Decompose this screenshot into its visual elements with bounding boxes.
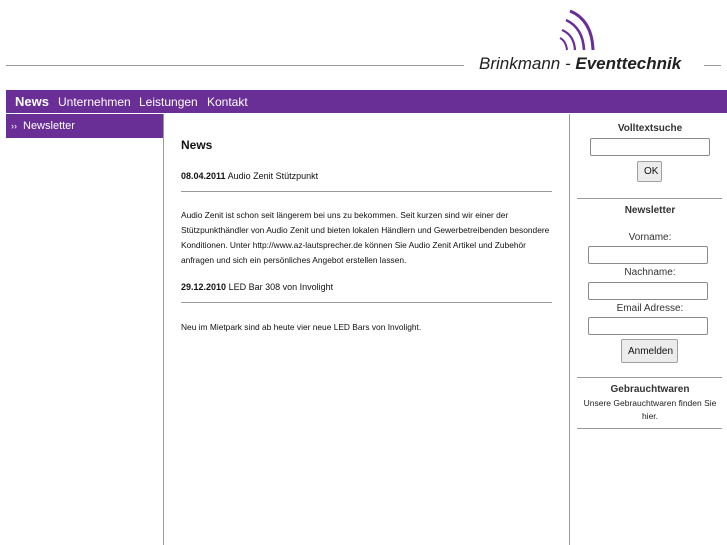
lastname-field[interactable] xyxy=(588,282,708,300)
news-date: 29.12.2010 xyxy=(181,282,227,292)
sidebar-divider xyxy=(577,377,722,378)
subnav-item-newsletter[interactable] xyxy=(11,120,75,132)
news-item-heading[interactable] xyxy=(181,171,318,181)
sidebar-divider xyxy=(577,428,722,429)
main-nav xyxy=(6,90,727,113)
left-column-divider xyxy=(163,114,164,545)
nav-item-leistungen[interactable]: Leistungen xyxy=(139,95,198,109)
news-item-heading[interactable] xyxy=(181,282,333,292)
email-label: Email Adresse: xyxy=(616,303,684,314)
search-input[interactable] xyxy=(590,138,710,156)
used-goods-text[interactable]: Unsere Gebrauchtwaren finden Sie hier. xyxy=(583,398,717,421)
news-body: Audio Zenit ist schon seit längerem bei uns zu bekommen. Seit kurzen sind wir einer der Stützpunkthändler von Audio Zenit und bieten lokalen Händlern und Gewerbetreibenden besondere Konditionen. Unter http://www.az-lautsprecher.de können Sie Audio Zenit Artikel und Zubehör anfragen und sich ein persönliches Angebot erstellen lassen. xyxy=(181,210,550,265)
subnav-item-label: Newsletter xyxy=(23,120,75,132)
news-divider xyxy=(181,302,552,303)
lastname-label: Nachname: xyxy=(624,267,676,278)
nav-item-kontakt[interactable]: Kontakt xyxy=(207,95,248,109)
news-divider xyxy=(181,191,552,192)
news-title: Audio Zenit Stützpunkt xyxy=(227,171,319,181)
sidebar-divider xyxy=(577,198,722,199)
firstname-field[interactable] xyxy=(588,246,708,264)
nav-item-news[interactable]: News xyxy=(15,94,49,109)
firstname-label: Vorname: xyxy=(628,232,672,243)
page-title: News xyxy=(181,138,213,152)
news-title: LED Bar 308 von Involight xyxy=(228,282,334,292)
nav-item-unternehmen[interactable]: Unternehmen xyxy=(58,95,131,109)
logo-bold-text: Eventtechnik xyxy=(575,54,682,73)
news-body: Neu im Mietpark sind ab heute vier neue LED Bars von Involight. xyxy=(181,322,422,332)
search-button[interactable]: OK xyxy=(637,161,662,182)
subscribe-button[interactable]: Anmelden xyxy=(621,339,678,363)
right-column-divider xyxy=(569,114,570,545)
email-field[interactable] xyxy=(588,317,708,335)
used-goods-title: Gebrauchtwaren xyxy=(610,384,690,395)
news-date: 08.04.2011 xyxy=(181,171,226,181)
header-divider-right xyxy=(704,65,721,66)
header-divider-left xyxy=(6,65,464,66)
sub-nav xyxy=(6,114,163,138)
logo-waves-icon xyxy=(556,8,606,54)
newsletter-block-title: Newsletter xyxy=(624,205,676,216)
logo-light-text: Brinkmann - xyxy=(479,54,576,73)
logo[interactable] xyxy=(479,54,681,74)
double-chevron-right-icon: ›› xyxy=(11,121,17,131)
search-block-title: Volltextsuche xyxy=(617,123,683,134)
